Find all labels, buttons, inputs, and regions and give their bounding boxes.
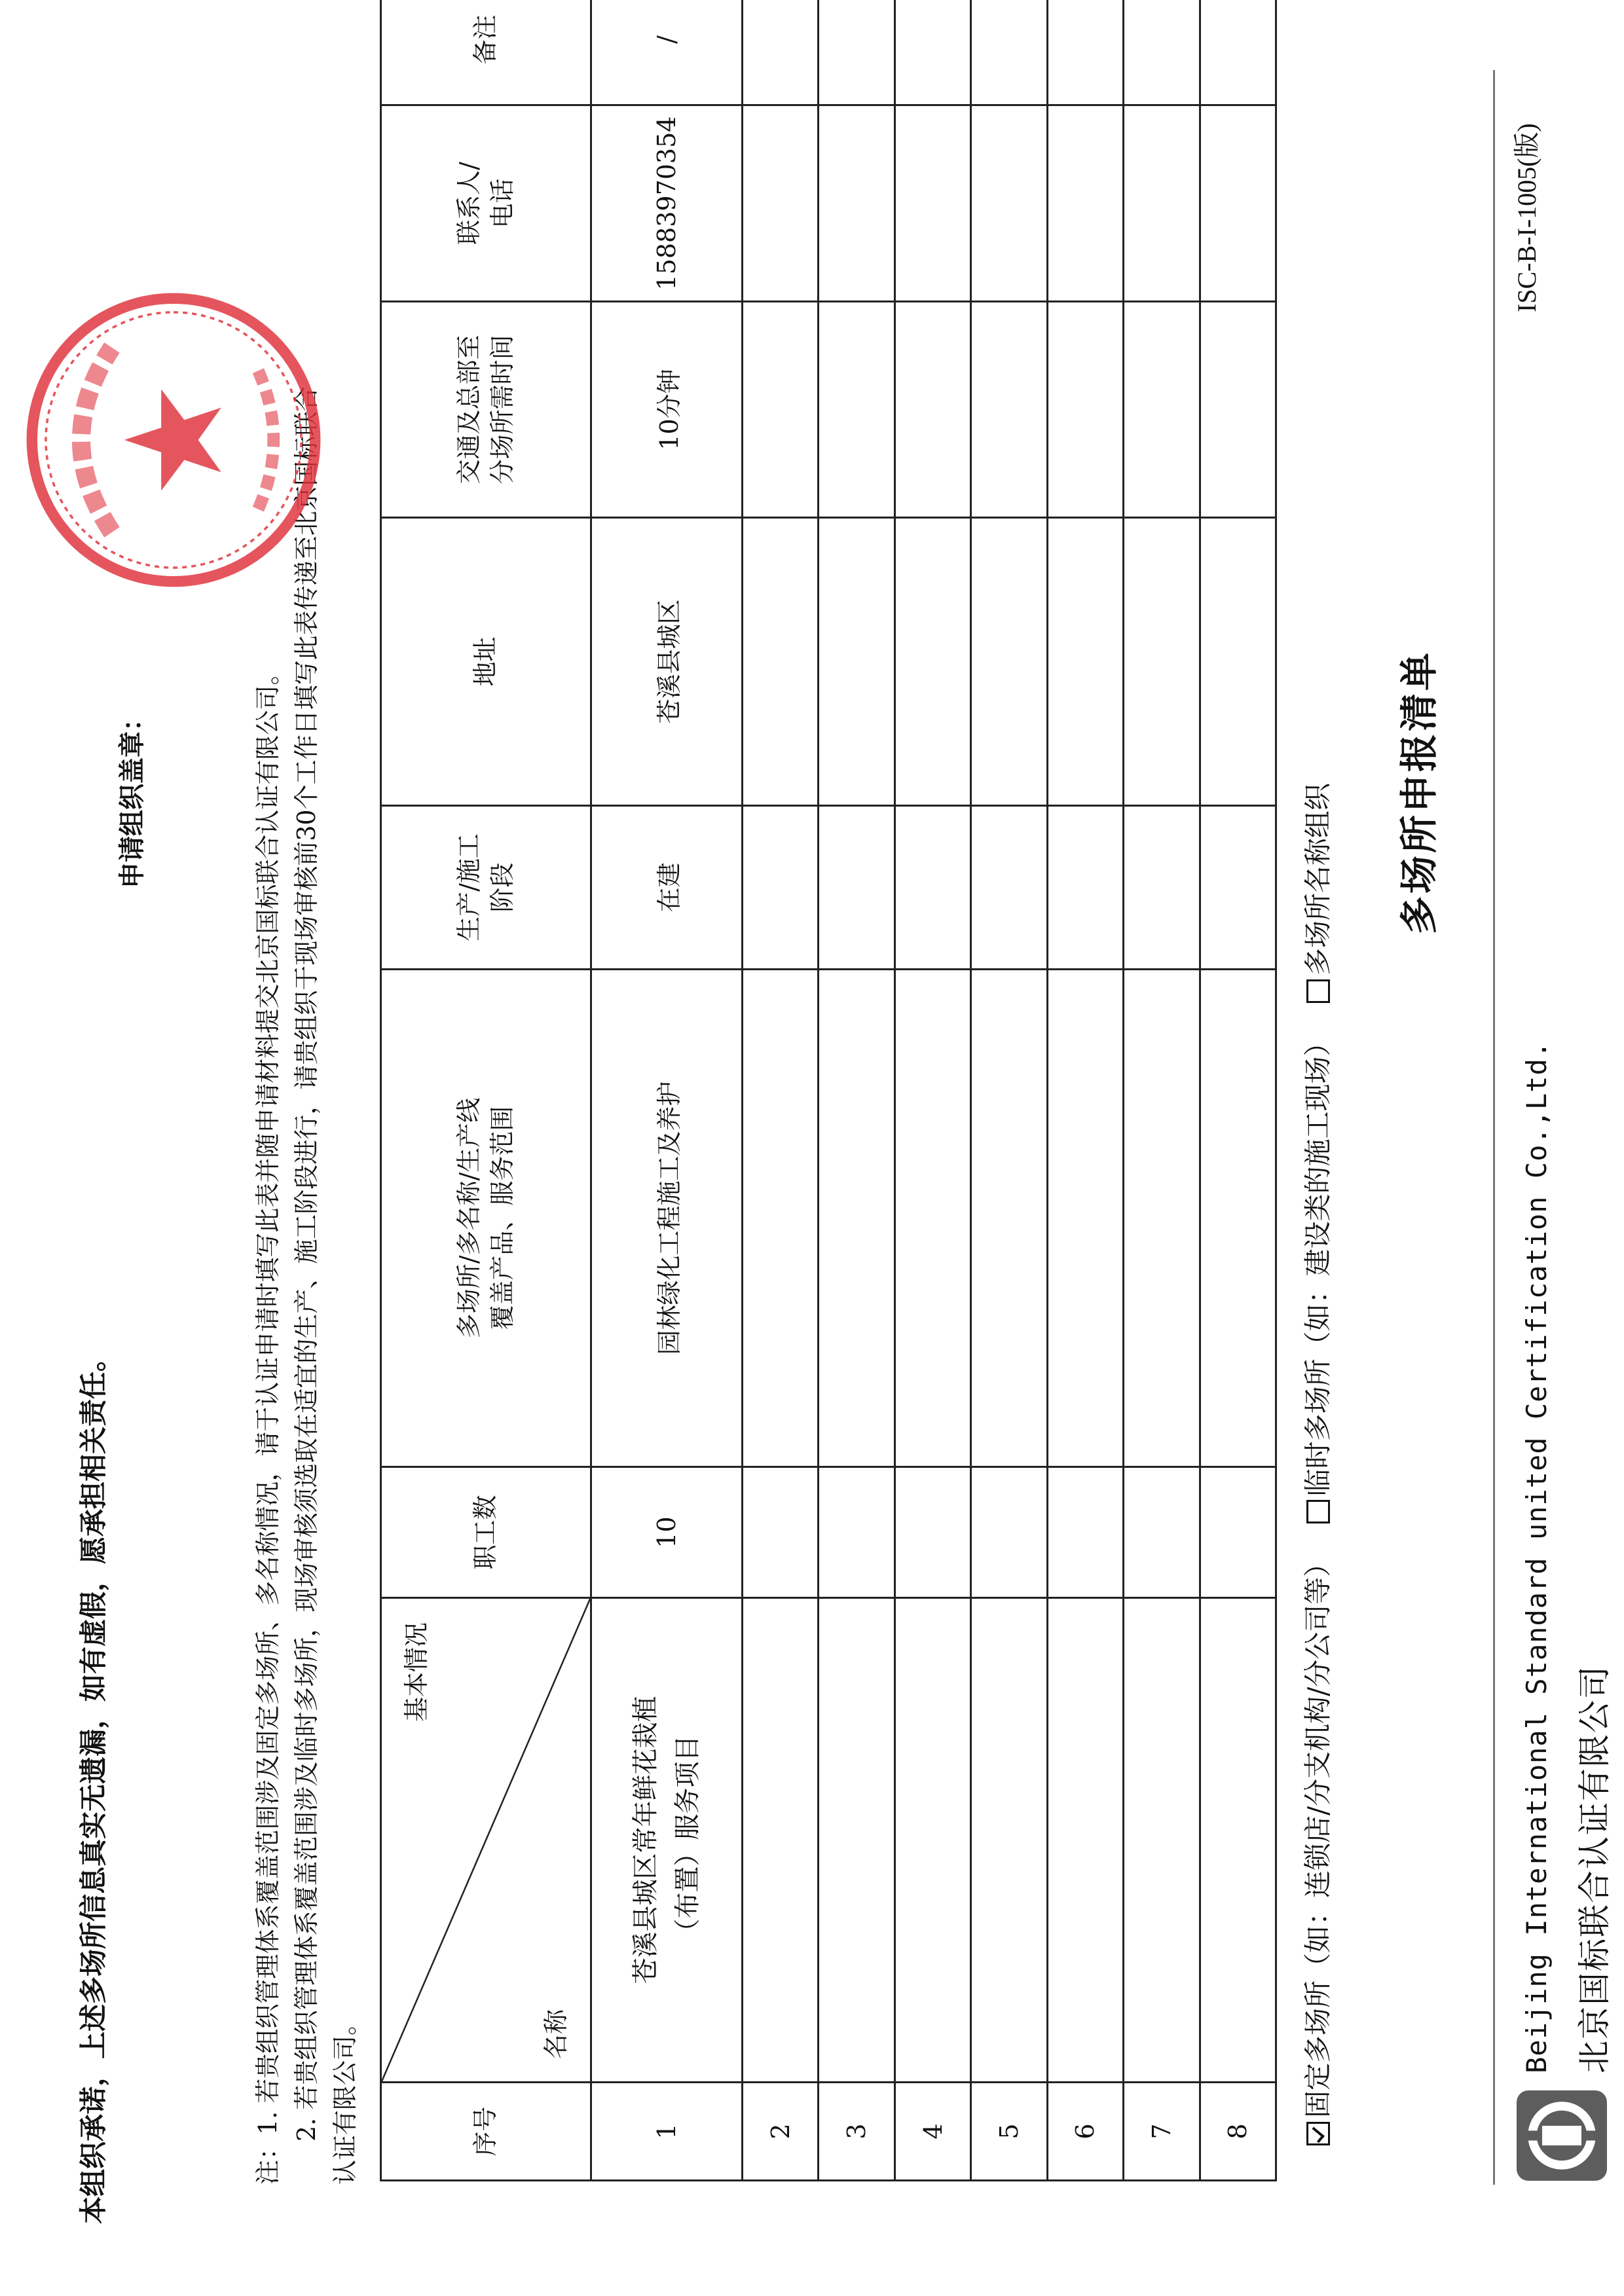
document-code: ISC-B-I-1005(版) — [1512, 123, 1541, 312]
page-title: 多场所申报清单 — [1397, 649, 1441, 934]
row-name[interactable] — [971, 1598, 1047, 2083]
header-seq: 序号 — [381, 2083, 591, 2181]
row-contact[interactable]: 15883970354 — [591, 105, 743, 302]
row-scope[interactable] — [819, 970, 895, 1467]
row-staff[interactable] — [895, 1467, 970, 1598]
table-row — [1200, 0, 1276, 2181]
row-stage[interactable] — [1047, 806, 1123, 970]
company-name-cn: 北京国标联合认证有限公司 — [1576, 1665, 1614, 2073]
table-row — [1124, 0, 1200, 2181]
row-stage[interactable] — [971, 806, 1047, 970]
row-contact[interactable] — [819, 105, 895, 302]
row-name[interactable] — [743, 1598, 819, 2083]
row-name[interactable]: 苍溪县城区常年鲜花栽植 （布置）服务项目 — [591, 1598, 743, 2083]
row-name[interactable] — [1200, 1598, 1276, 2083]
table-row — [1047, 0, 1123, 2181]
table-row — [819, 0, 895, 2181]
note-1: 注：1. 若贵组织管理体系覆盖范围涉及固定多场所、多名称情况，请于认证申请时填写此表并随申请材料提交北京国标联合认证有限公司。 — [253, 660, 282, 2185]
row-scope[interactable]: 园林绿化工程施工及养护 — [591, 970, 743, 1467]
row-stage[interactable] — [743, 806, 819, 970]
pledge-statement: 本组织承诺，上述多场所信息真实无遗漏，如有虚假，愿承担相关责任。 — [77, 1343, 109, 2224]
row-seq: 8 — [1200, 2083, 1276, 2181]
row-remark[interactable]: / — [591, 0, 743, 105]
company-logo-icon — [1513, 2086, 1611, 2185]
row-contact[interactable] — [971, 105, 1047, 302]
company-name-en: Beijing International Standard united Certification Co.,Ltd. — [1521, 1040, 1553, 2073]
table-row — [743, 0, 819, 2181]
row-remark[interactable] — [743, 0, 819, 105]
row-address[interactable] — [1047, 518, 1123, 806]
row-seq: 4 — [895, 2083, 970, 2181]
row-scope[interactable] — [895, 970, 970, 1467]
row-contact[interactable] — [1124, 105, 1200, 302]
header-address: 地址 — [381, 518, 591, 806]
row-staff[interactable] — [1124, 1467, 1200, 1598]
row-seq: 6 — [1047, 2083, 1123, 2181]
row-stage[interactable] — [819, 806, 895, 970]
header-stage: 生产/施工 阶段 — [381, 806, 591, 970]
row-remark[interactable] — [1200, 0, 1276, 105]
row-scope[interactable] — [1124, 970, 1200, 1467]
row-address[interactable] — [971, 518, 1047, 806]
row-contact[interactable] — [1047, 105, 1123, 302]
row-address[interactable]: 苍溪县城区 — [591, 518, 743, 806]
header-rule — [1493, 70, 1495, 2185]
header-travel: 交通及总部至 分场所需时间 — [381, 302, 591, 518]
scope-option-fixed[interactable]: 固定多场所（如：连锁店/分支机构/分公司等） — [1302, 1550, 1334, 2145]
row-contact[interactable] — [1200, 105, 1276, 302]
row-remark[interactable] — [819, 0, 895, 105]
row-address[interactable] — [819, 518, 895, 806]
row-remark[interactable] — [1047, 0, 1123, 105]
row-travel[interactable] — [743, 302, 819, 518]
row-scope[interactable] — [1047, 970, 1123, 1467]
row-scope[interactable] — [743, 970, 819, 1467]
row-remark[interactable] — [1124, 0, 1200, 105]
header-remark: 备注 — [381, 0, 591, 105]
row-name[interactable] — [1124, 1598, 1200, 2083]
table-row — [591, 0, 743, 2181]
header-contact: 联系人/ 电话 — [381, 105, 591, 302]
seal-label: 申请组织盖章： — [117, 705, 147, 888]
row-scope[interactable] — [1200, 970, 1276, 1467]
row-address[interactable] — [895, 518, 970, 806]
note-2-continued: 认证有限公司。 — [330, 2010, 360, 2185]
row-seq: 2 — [743, 2083, 819, 2181]
header-name-label: 名称 — [541, 2009, 570, 2059]
row-staff[interactable] — [819, 1467, 895, 1598]
scope-option-temporary[interactable]: 临时多场所（如：建设类的施工现场） — [1302, 1029, 1334, 1523]
row-staff[interactable] — [1047, 1467, 1123, 1598]
row-staff[interactable] — [743, 1467, 819, 1598]
row-address[interactable] — [1124, 518, 1200, 806]
row-name[interactable] — [1047, 1598, 1123, 2083]
row-remark[interactable] — [895, 0, 970, 105]
row-scope[interactable] — [971, 970, 1047, 1467]
row-address[interactable] — [743, 518, 819, 806]
table-row — [971, 0, 1047, 2181]
row-seq: 1 — [591, 2083, 743, 2181]
row-staff[interactable] — [971, 1467, 1047, 1598]
table-row — [895, 0, 970, 2181]
row-travel[interactable]: 10分钟 — [591, 302, 743, 518]
checked-checkbox-icon[interactable] — [1306, 2122, 1330, 2145]
row-stage[interactable] — [1124, 806, 1200, 970]
row-travel[interactable] — [819, 302, 895, 518]
red-seal-stamp — [20, 286, 327, 594]
header-scope: 多场所/多名称/生产线 覆盖产品、服务范围 — [381, 970, 591, 1467]
row-travel[interactable] — [1200, 302, 1276, 518]
row-contact[interactable] — [895, 105, 970, 302]
row-name[interactable] — [895, 1598, 970, 2083]
row-stage[interactable] — [1200, 806, 1276, 970]
header-staff: 职工数 — [381, 1467, 591, 1598]
row-name[interactable] — [819, 1598, 895, 2083]
row-stage[interactable] — [895, 806, 970, 970]
row-travel[interactable] — [1124, 302, 1200, 518]
scope-option-multi-name[interactable]: 多场所名称组织 — [1302, 783, 1334, 1003]
row-seq: 3 — [819, 2083, 895, 2181]
row-address[interactable] — [1200, 518, 1276, 806]
row-travel[interactable] — [1047, 302, 1123, 518]
row-travel[interactable] — [971, 302, 1047, 518]
row-seq: 7 — [1124, 2083, 1200, 2181]
scope-options — [1297, 766, 1336, 2145]
row-staff[interactable]: 10 — [591, 1467, 743, 1598]
checkbox-icon[interactable] — [1306, 1500, 1330, 1523]
checkbox-icon[interactable] — [1306, 979, 1330, 1003]
row-remark[interactable] — [971, 0, 1047, 105]
note-2: 2. 若贵组织管理体系覆盖范围涉及临时多场所，现场审核须选取在适宜的生产、施工阶段进行，请贵组织于现场审核前30个工作日填写此表传递至北京国标联合 — [291, 386, 321, 2141]
multi-site-table — [380, 0, 1277, 2181]
header-name — [381, 1598, 591, 2083]
row-contact[interactable] — [743, 105, 819, 302]
header-basic-info: 基本情况 — [402, 1622, 431, 1722]
row-travel[interactable] — [895, 302, 970, 518]
table-header-row — [381, 0, 591, 2181]
row-stage[interactable]: 在建 — [591, 806, 743, 970]
row-staff[interactable] — [1200, 1467, 1276, 1598]
row-seq: 5 — [971, 2083, 1047, 2181]
